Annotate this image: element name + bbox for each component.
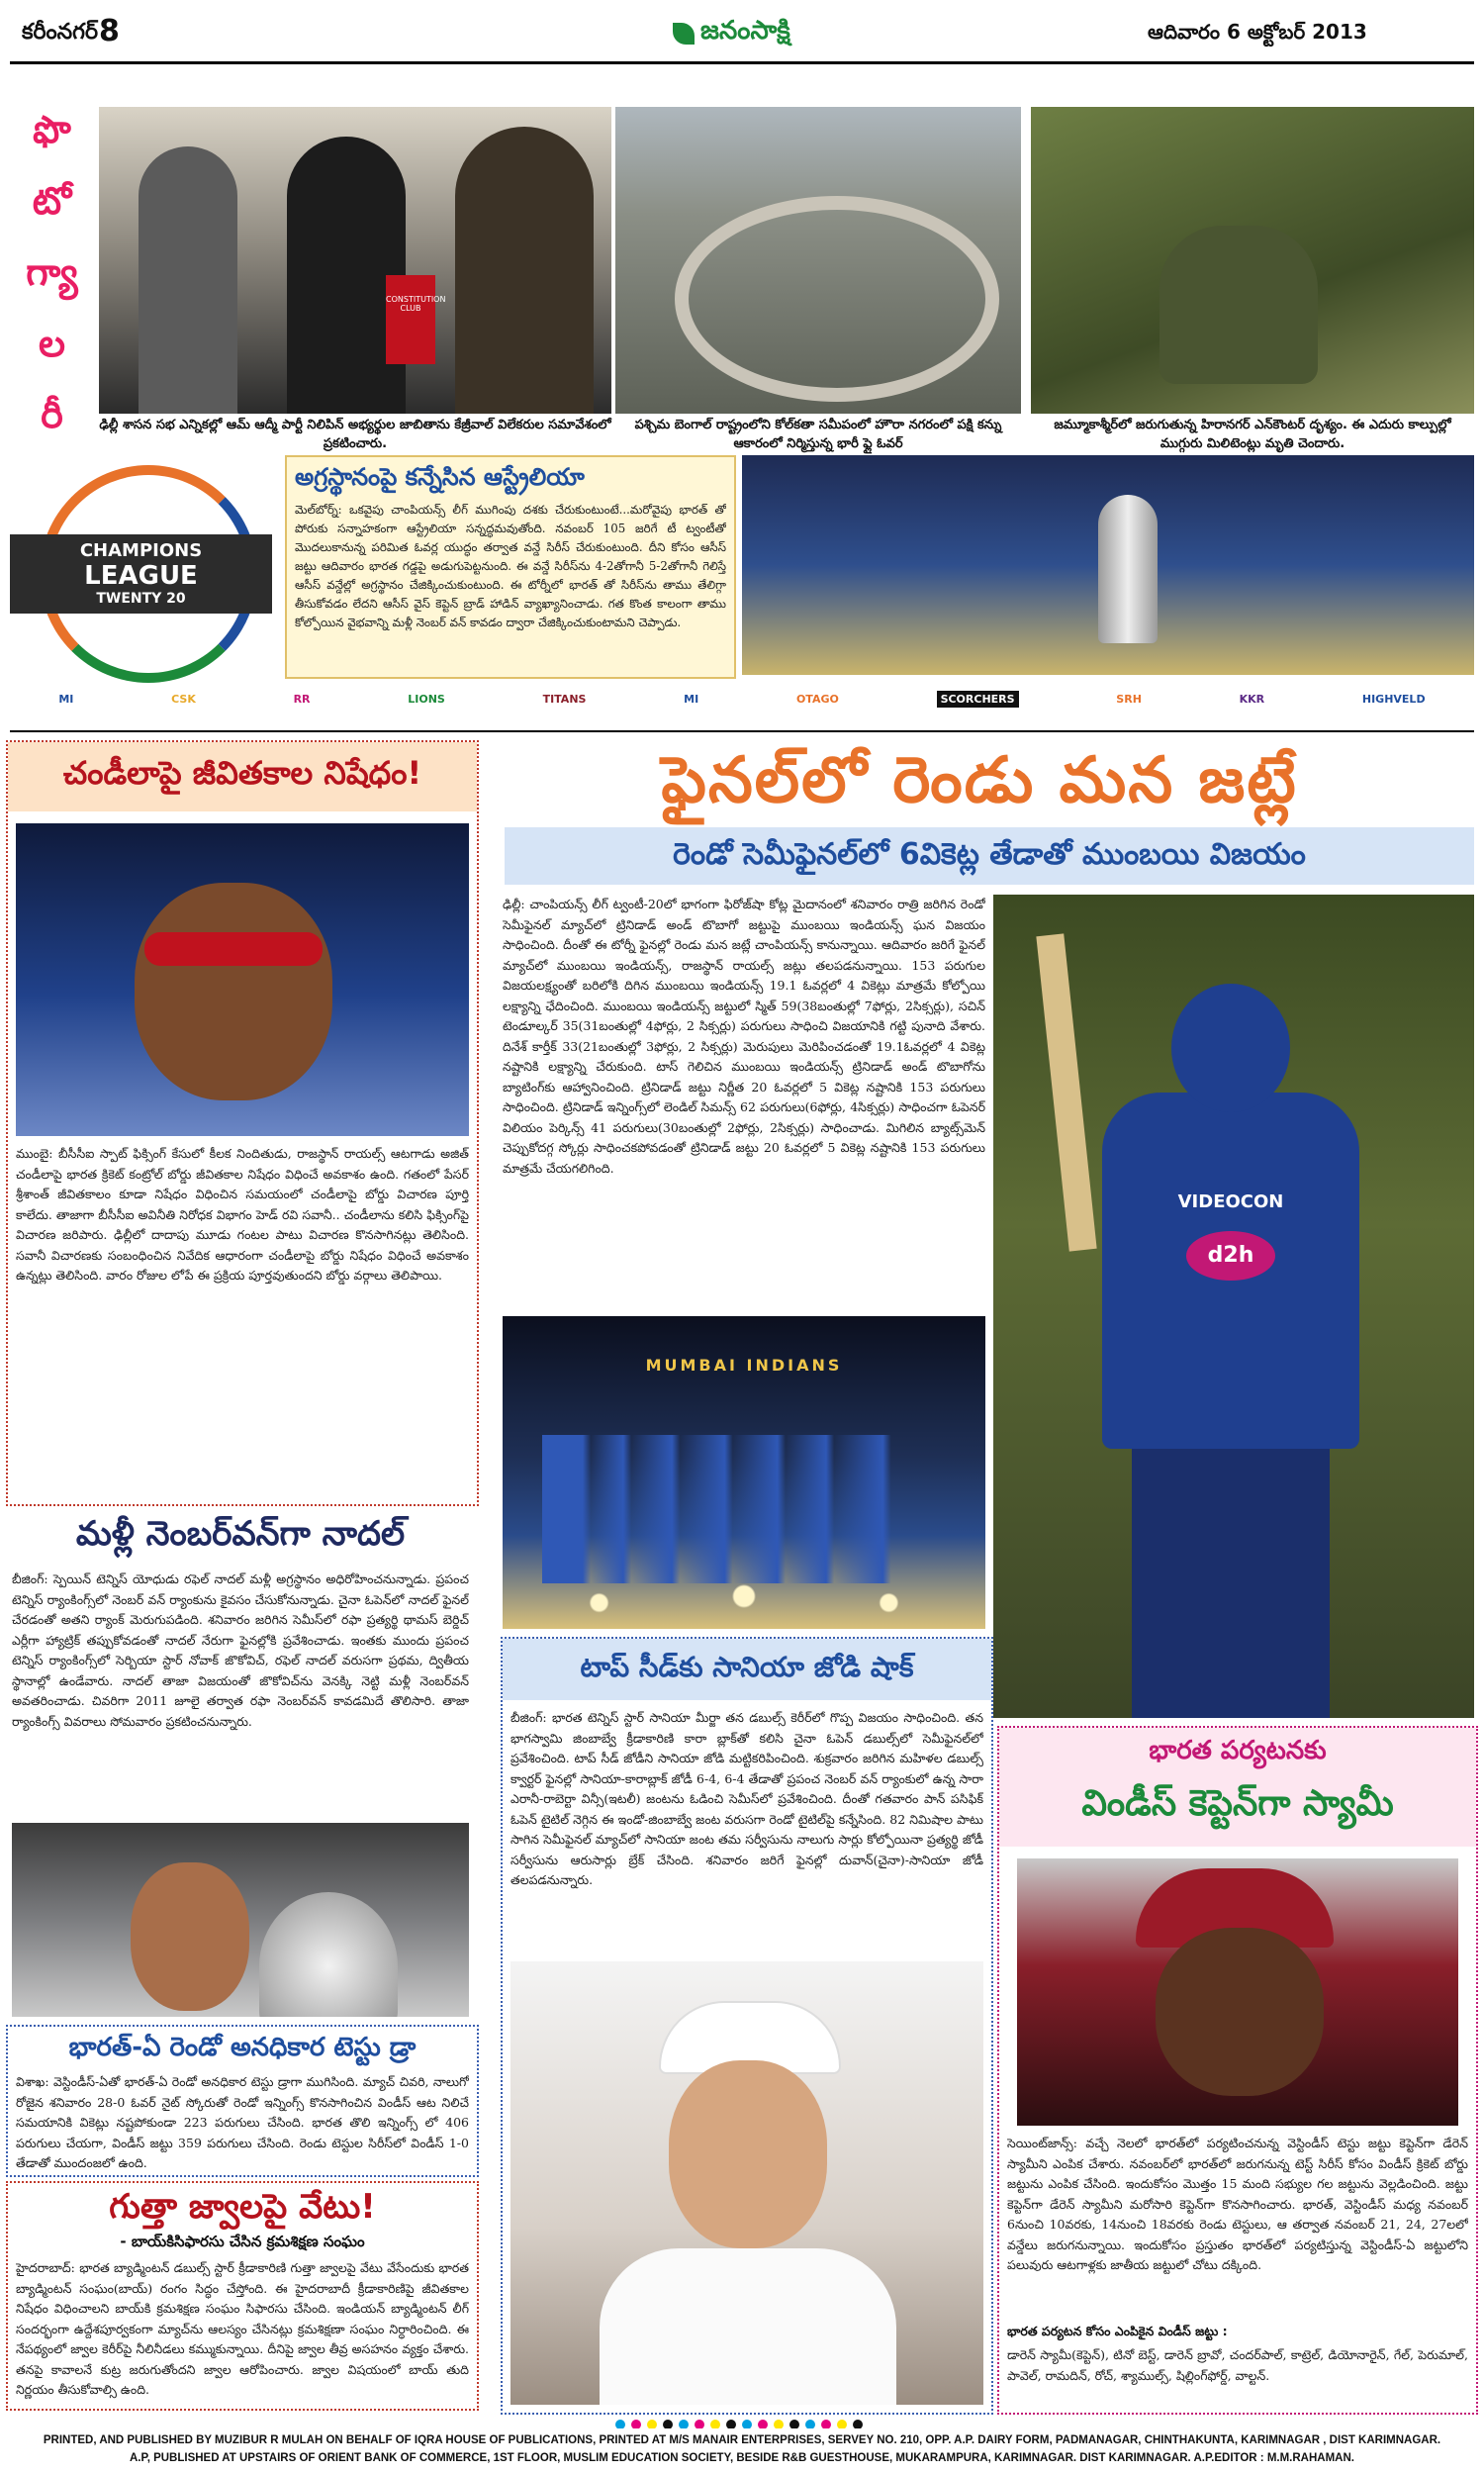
team-logo: CSK xyxy=(171,692,196,706)
gallery-title-char: గ్యా xyxy=(26,250,78,294)
gallery-title-char: టో xyxy=(32,179,72,223)
gallery-caption: ఢిల్లీ శాసన సభ ఎన్నికల్లో ఆమ్ ఆద్మీ పార్టీ నిలిపిన్ అభ్యర్థుల జాబితాను కేజ్రీవాల్ విలేకరుల సమావేశంలో ప్రకటించారు. xyxy=(99,418,611,451)
gallery-title-char: ఫొ xyxy=(33,108,71,151)
chandila-body: ముంబై: బీసీసీఐ స్పాట్ ఫిక్సింగ్ కేసులో కీలక నిందితుడు, రాజస్థాన్ రాయల్స్ ఆటగాడు అజిత్ చండీలాపై భారత క్రికెట్ కంట్రోల్ బోర్డు జీవితకాల నిషేధం విధించే అవకాశం ఉంది. గతంలో పేసర్ శ్రీశాంత్ జీవితకాలం కూడా నిషేధం విధించిన సమయంలో చండీలాపై బోర్డు విచారణ పూర్తి కాలేదు. తాజాగా బీసీసీఐ అవినీతి నిరోధక విభాగం హెడ్ రవి సవానీ.. చండీలాను కలిసి ఫిక్సింగ్‌పై విచారణ జరిపారు. ఢిల్లీలో దాదాపు మూడు గంటల పాటు విచారణ కొనసాగినట్లు తెలిసింది. సవానీ విచారణకు సంబంధించిన నివేదిక ఆధారంగా చండీలాపై బోర్డు నిషేధం విధించే అవకాశం ఉన్నట్లు తెలిసింది. వారం రోజుల లోపే ఈ ప్రక్రియ పూర్తవుతుందని బోర్డు వర్గాలు తెలిపాయి. xyxy=(16,1146,469,1283)
gutta-subhead: - బాయ్‌కిసిఫారసు చేసిన క్రమశిక్షణ సంఘం xyxy=(120,2233,365,2250)
paper-logo xyxy=(673,14,831,53)
footer-line: A.P, PUBLISHED AT UPSTAIRS OF ORIENT BANK OF COMMERCE, 1ST FLOOR, MUSLIM EDUCATION SOCIETY, BESIDE R&B GUESTHOUSE, MUKARAMPURA, KARIMNAGAR. DIST KARIMNAGAR. A.P.EDITOR : M.M.RAHAMAN. xyxy=(130,2452,1354,2464)
registration-dot xyxy=(774,2420,784,2428)
person-silhouette xyxy=(139,146,237,414)
section-rule xyxy=(10,730,1474,732)
cl-logo-line: TWENTY 20 xyxy=(96,591,186,607)
nadal-body: బీజింగ్: స్పెయిన్ టెన్నిస్ యోధుడు రఫెల్ నాదల్ మళ్లీ అగ్రస్థానం అధిరోహించనున్నాడు. ప్రపంచ టెన్నిస్ ర్యాంకింగ్స్‌లో నెంబర్ వన్ ర్యాంకును కైవసం చేసుకోనున్నాడు. చైనా ఓపెన్‌లో నాదల్ ఫైనల్ చేరడంతో అతని ర్యాంక్ మెరుగుపడింది. శనివారం జరిగిన సెమీస్‌లో రఫా ప్రత్యర్థి థామస్ బెర్డిచ్ ఎర్లీగా హ్యాట్రిక్ తప్పుకోవడంతో నాదల్ నేరుగా ఫైనల్లోకి ప్రవేశించాడు. ఇంతకు ముందు ప్రపంచ టెన్నిస్ ర్యాంకింగ్స్‌లో సెర్బియా స్టార్ నోవాక్ జొకోవిచ్, రఫెల్ నాదల్ వరుసగా ప్రథమ, ద్వితీయ స్థానాల్లో ఉండేవారు. నాదల్ తాజా విజయంతో జొకోవిచ్‌ను వెనక్కి నెట్టి మళ్లీ నెంబర్‌వన్ అవతరించాడు. చివరిగా 2011 జూలై తర్వాత రఫా నెంబర్‌వన్ కావడమిదే తొలిసారి. తాజా ర్యాంకింగ్స్ వివరాలు సోమవారం ప్రకటించనున్నారు. xyxy=(12,1571,469,1729)
player-head xyxy=(1171,984,1290,1112)
footer-line: PRINTED, AND PUBLISHED BY MUZIBUR R MULAH ON BEHALF OF IQRA HOUSE OF PUBLICATIONS, PRINTED AT M/S MANAIR ENTERPRISES, SERVEY NO. 210, OPP. A.P. DAIRY FORM, PADMANAGAR, CHINTHAKUNTA, KARIMNAGAR , DIST KARIMNAGAR. xyxy=(43,2434,1441,2446)
registration-dot xyxy=(679,2420,689,2428)
team-logo: KKR xyxy=(1239,692,1265,706)
player-face xyxy=(131,1862,249,2011)
sania-photo xyxy=(510,1961,983,2405)
player-face xyxy=(669,2060,827,2248)
gallery-title-char: రీ xyxy=(41,393,63,436)
team-logos-strip xyxy=(10,679,1474,718)
player-face xyxy=(1156,1928,1324,2096)
photo-gallery xyxy=(10,99,1474,455)
trophy-icon xyxy=(259,1892,398,2017)
photo-encounter xyxy=(1031,107,1474,414)
registration-dot xyxy=(710,2420,720,2428)
team-logo: LIONS xyxy=(408,692,445,706)
paper-name: జనంసాక్షి xyxy=(700,16,790,46)
registration-dot xyxy=(726,2420,736,2428)
cl-logo xyxy=(10,465,272,663)
cl-headline: అగ్రస్థానంపై కన్నేసిన ఆస్ట్రేలియా xyxy=(295,463,585,491)
player-legs xyxy=(1132,1449,1330,1718)
team-logo: MI xyxy=(684,692,699,706)
color-registration-strip xyxy=(20,2415,1464,2428)
team-logo: HIGHVELD xyxy=(1361,692,1426,706)
microphone-icon xyxy=(386,275,446,364)
sania-body: బీజింగ్: భారత టెన్నిస్ స్టార్ సానియా మీర్జా తన డబుల్స్ కెరీర్‌లో గొప్ప విజయం సాధించింది. తన భాగస్వామి జింబాబ్వే క్రీడాకారిణి కారా బ్లాక్‌తో కలిసి చైనా ఓపెన్ డబుల్స్‌లో సెమీఫైనల్‌లో ప్రవేశించింది. టాప్ సీడ్ జోడీని సానియా జోడి మట్టికరిపించింది. శుక్రవారం జరిగిన మహిళల డబుల్స్ క్వార్టర్ ఫైనల్లో సానియా-కారాబ్లాక్ జోడీ 6-4, 6-4 తేడాతో ప్రపంచ నెంబర్ వన్ ర్యాంకులో ఉన్న సారా ఎరానీ-రాబెర్టా విన్సీ(ఇటలీ) జంటను ఓడించి సెమీస్‌లో ప్రవేశించింది. దీంతో గతవారం పాన్ పసిఫిక్ ఓపెన్ టైటిల్ నెగ్గిన ఈ ఇండో-జింబాబ్వే జంట వరుసగా రెండో టైటిల్‌పై కన్నేసింది. 82 నిమిషాల పాటు సాగిన సెమీఫైనల్ మ్యాచ్‌లో సానియా జంట తమ సర్వీసును నాలుగు సార్లు కోల్పోయినా ప్రత్యర్థి జోడీ సర్వీసును ఆరుసార్లు బ్రేక్ చేసింది. శనివారం జరిగే ఫైనల్లో దువాన్(చైనా)-సానియా జోడీ తలపడనున్నారు. xyxy=(510,1710,983,1887)
page-number: 8 xyxy=(99,14,120,48)
masthead-rule xyxy=(10,61,1474,64)
chandila-photo xyxy=(16,823,469,1136)
india-a-body: విశాఖ: వెస్టిండీస్-ఏతో భారత్-ఏ రెండో అనధికార టెస్టు డ్రాగా ముగిసింది. మ్యాచ్ చివరి, నాలుగో రోజైన శనివారం 28-0 ఓవర్ నైట్ స్కోరుతో రెండో ఇన్నింగ్స్ కొనసాగించిన విండీస్ ఆట నిలిచే సమయానికి వికెట్లు నష్టపోకుండా 223 పరుగులు చేసింది. భారత తొలి ఇన్నింగ్స్ లో 406 పరుగులు చేయగా, విండీస్ జట్టు 359 పరుగులు చేసింది. రెండు టెస్టుల సిరీస్‌లో విండీస్ 1-0 తేడాతో ముందంజలో ఉంది. xyxy=(16,2074,469,2169)
registration-dot xyxy=(742,2420,752,2428)
issue-date: ఆదివారం 6 అక్టోబర్ 2013 xyxy=(1148,20,1367,44)
registration-dot xyxy=(821,2420,831,2428)
cl-body: మెల్‌బోర్న్: ఒకవైపు చాంపియన్స్ లీగ్ ముగింపు దశకు చేరుకుంటుంటే...మరోవైపు భారత్ తో పోరుకు సన్నాహకంగా ఆస్ట్రేలియా సన్నద్ధమవుతోంది. నవంబర్ 105 జరిగే టీ ట్వంటీతో మొదలుకానున్న పరిమిత ఓవర్ల యుద్ధం తర్వాత వన్డే సిరీస్ చేరుకుంటుంది. దీని కోసం ఆసీస్ జట్టు ఆదివారం భారత గడ్డపై అడుగుపెట్టనుంది. ఈ వన్డే సిరీస్‌ను 4-2తోగానీ 5-2తోగానీ గెలిస్తే ఆసీస్ వన్డేల్లో అగ్రస్థానం చేజిక్కించుకుంటుంది. ఈ టోర్నీలో భారత్ తో సిరీస్‌ను తాము తేలిగ్గా తీసుకోవడం లేదని ఆసీస్ వైస్ కెప్టెన్ బ్రాడ్ హాడిన్ వ్యాఖ్యానించాడు. గత కొంత కాలంగా తాము కోల్పోయిన వైభవాన్ని మళ్లీ నెంబర్ వన్ కావడం ద్వారా చేజిక్కించుకుంటామని చెప్పాడు. xyxy=(295,503,726,629)
lead-body: ఢిల్లీ: చాంపియన్స్ లీగ్ ట్వంటీ-20లో భాగంగా ఫిరోజ్‌షా కోట్ల మైదానంలో శనివారం రాత్రి జరిగిన రెండో సెమీఫైనల్ మ్యాచ్‌లో ట్రినిడాడ్ అండ్ టొబాగో జట్టుపై ముంబయి ఇండియన్స్ ఘన విజయం సాధించింది. దీంతో ఈ టోర్నీ ఫైనల్లో రెండు మన జట్లే చాంపియన్స్ కానున్నాయి. ఆదివారం జరిగే ఫైనల్ మ్యాచ్‌లో ముంబయి ఇండియన్స్, రాజస్థాన్ రాయల్స్ జట్లు తలపడనున్నాయి. 153 పరుగుల విజయలక్ష్యంతో బరిలోకి దిగిన ముంబయి ఇండియన్స్ 19.1 ఓవర్లలో 4 వికెట్లు మాత్రమే కోల్పోయి లక్ష్యాన్ని ఛేదించింది. ముంబయి ఇండియన్స్ జట్టులో స్మిత్ 59(38బంతుల్లో 7ఫోర్లు, 2సిక్సర్లు), సచిన్ టెండూల్కర్ 35(31బంతుల్లో 4ఫోర్లు, 2 సిక్సర్లు) పరుగులు సాధించి విజయానికి గట్టి పునాది వేశారు. దినేశ్ కార్తీక్ 33(21బంతుల్లో 3ఫోర్లు, 2 సిక్సర్లు) మెరుపులు మెరిపించడంతో 19.1ఓవర్లలో 4 వికెట్ల నష్టానికి లక్ష్యాన్ని చేరుకుంది. టాస్ గెలిచిన ముంబయి ఇండియన్స్ ట్రినిడాడ్ అండ్ టొబాగోను బ్యాటింగ్‌కు ఆహ్వానించింది. ట్రినిడాడ్ జట్టు నిర్ణీత 20 ఓవర్లలో 5 వికెట్ల నష్టానికి 153 పరుగులు సాధించింది. ట్రినిడాడ్ ఇన్నింగ్స్‌లో లెండిల్ సిమన్స్ 62 పరుగులు(6ఫోర్లు, 4సిక్సర్లు) సాధించగా ఓపెనర్ విలియం పెర్కిన్స్ 41 పరుగులు(30బంతుల్లో 2ఫోర్లు, 2సిక్సర్లు) సాధించాడు. మిగిలిన బ్యాట్స్‌మెన్ చెప్పుకోదగ్గ స్కోర్లు సాధించకపోవడంతో ట్రినిడాడ్ జట్టు 20 ఓవర్లలో 5 వికెట్ల నష్టానికి 153 పరుగులు మాత్రమే చేయగలిగింది. xyxy=(503,897,985,1176)
celebration-photo xyxy=(503,1316,985,1629)
sania-story xyxy=(501,1637,993,2415)
registration-dot xyxy=(805,2420,815,2428)
registration-dot xyxy=(789,2420,799,2428)
cl-article-box xyxy=(285,455,736,679)
cricket-bat xyxy=(1036,933,1096,1251)
players-photo xyxy=(742,455,1474,675)
leaf-icon xyxy=(673,23,695,45)
sammy-kicker: భారత పర్యటనకు xyxy=(1149,1736,1327,1765)
team-logo: OTAGO xyxy=(795,692,839,706)
sammy-headline: విండీస్ కెప్టెన్‌గా స్యామీ xyxy=(1081,1783,1394,1824)
registration-dot xyxy=(631,2420,641,2428)
team-logo: TITANS xyxy=(542,692,587,706)
photo-press-conference xyxy=(99,107,611,414)
champions-league-banner xyxy=(10,455,1474,722)
fireworks xyxy=(503,1564,985,1629)
stand-text: MUMBAI INDIANS xyxy=(645,1356,843,1375)
gallery-title xyxy=(10,99,94,455)
gallery-title-char: ల xyxy=(39,322,65,365)
registration-dot xyxy=(758,2420,768,2428)
edition-name: కరీంనగర్ xyxy=(22,20,99,45)
masthead xyxy=(0,0,1484,99)
india-a-headline: భారత్-ఏ రెండో అనధికార టెస్టు డ్రా xyxy=(68,2033,417,2062)
player-face xyxy=(135,883,332,1100)
sachin-photo xyxy=(993,895,1474,1718)
registration-dot xyxy=(615,2420,625,2428)
team-logo: SCORCHERS xyxy=(937,691,1019,708)
cl-logo-plate xyxy=(10,534,272,614)
chandila-story xyxy=(6,740,479,1506)
sammy-photo xyxy=(1017,1858,1458,2126)
registration-dot xyxy=(695,2420,704,2428)
jersey-brand: d2h xyxy=(1186,1231,1275,1281)
sammy-story xyxy=(997,1726,1478,2415)
gallery-caption: పశ్చిమ బెంగాల్ రాష్ట్రంలోని కోల్‌కతా సమీపంలో హౌరా నగరంలో పక్షి కన్ను ఆకారంలో నిర్మిస్తున్న భారీ ఫ్లై ఓవర్ xyxy=(634,418,1002,451)
registration-dot xyxy=(837,2420,847,2428)
mic-label: CONSTITUTION CLUB xyxy=(386,295,446,313)
gutta-block xyxy=(6,2181,479,2411)
team-logo: SRH xyxy=(1116,692,1142,706)
player-shirt xyxy=(600,2248,896,2405)
gallery-caption: జమ్మూకాశ్మీర్‌లో జరుగుతున్న హిరానగర్ ఎన్‌కౌంటర్ దృశ్యం. ఈ ఎదురు కాల్పుల్లో ముగ్గురు మిలిటెంట్లు మృతి చెందారు. xyxy=(1054,418,1451,451)
registration-dot xyxy=(853,2420,863,2428)
nadal-photo xyxy=(12,1823,469,2017)
india-a-story xyxy=(6,2025,479,2177)
nadal-headline: మళ్లీ నెంబర్‌వన్‌గా నాదల్ xyxy=(75,1514,406,1554)
chandila-headline: చండీలాపై జీవితకాల నిషేధం! xyxy=(62,754,422,792)
squad-title: భారత పర్యటన కోసం ఎంపికైన విండీస్ జట్టు : xyxy=(1007,2324,1228,2338)
sania-headline: టాప్ సీడ్‌కు సానియా జోడి షాక్ xyxy=(580,1651,914,1683)
registration-dot xyxy=(663,2420,673,2428)
players-group xyxy=(542,1435,948,1583)
team-logo: RR xyxy=(293,692,311,706)
sunglasses xyxy=(144,932,323,966)
gutta-headline: గుత్తా జ్వాలపై వేటు! xyxy=(109,2187,376,2227)
soldier-silhouette xyxy=(1159,226,1318,384)
cl-logo-line: CHAMPIONS xyxy=(79,540,203,561)
lead-subheadline: రెండో సెమీఫైనల్‌లో 6వికెట్ల తేడాతో ముంబయి విజయం xyxy=(673,837,1306,872)
flyover-curve xyxy=(675,196,999,402)
trophy-icon xyxy=(1098,495,1158,643)
sammy-body: సెయింట్‌జాన్స్: వచ్చే నెలలో భారత్‌లో పర్యటించనున్న వెస్టిండీస్ టెస్టు జట్టు కెప్టెన్‌గా డేరెన్ స్యామీని ఎంపిక చేశారు. నవంబర్‌లో భారత్‌లో జరుగనున్న టెస్ట్ సిరీస్ కోసం విండీస్ క్రికెట్ బోర్డు జట్టును ఎంపిక చేసింది. ఇందుకోసం మొత్తం 15 మంది సభ్యుల గల జట్టును వెల్లడించింది. జట్టు కెప్టెన్‌గా డేరెన్ స్యామీని మరోసారి కెప్టెన్‌గా కొనసాగించారు. భారత్, వెస్టిండీస్ మధ్య నవంబర్ 6నుంచి 10వరకు, 14నుంచి 18వరకు రెండు టెస్టులు, ఆ తర్వాత నవంబర్ 21, 24, 27లలో వన్డేలు జరుగనున్నాయి. ఇందుకోసం ప్రస్తుతం భారత్‌లో పర్యటిస్తున్న వెస్టిండీస్-ఏ జట్టులోని పలువురు ఆటగాళ్లకు జాతీయ జట్టులో చోటు దక్కింది. xyxy=(1007,2136,1468,2272)
jersey-sponsor: VIDEOCON xyxy=(1177,1191,1284,1212)
cl-logo-line: LEAGUE xyxy=(84,561,198,591)
registration-dot xyxy=(647,2420,657,2428)
lead-headline: ఫైనల్‌లో రెండు మన జట్లే xyxy=(661,744,1298,817)
gutta-body: హైదరాబాద్: భారత బ్యాడ్మింటన్ డబుల్స్ స్టార్ క్రీడాకారిణి గుత్తా జ్వాలపై వేటు వేసేందుకు భారత బ్యాడ్మింటన్ సంఘం(బాయ్) రంగం సిద్ధం చేస్తోంది. ఈ హైదరాబాదీ క్రీడాకారిణిపై జీవితకాల నిషేధం విధించాలని బాయ్‌కి క్రమశిక్షణ సంఘం సిఫారసు చేసింది. ఇండియన్ బ్యాడ్మింటన్ లీగ్ సందర్భంగా ఉద్దేశపూర్వకంగా మ్యాచ్‌ను ఆలస్యం చేసినట్లు క్రమశిక్షణా సంఘం నిర్ధారించింది. ఈ నేపథ్యంలో జ్వాల కెరీర్‌పై నీలినీడలు కమ్ముకున్నాయి. దీనిపై జ్వాల తీవ్ర అసహనం వ్యక్తం చేశారు. తనపై కావాలనే కుట్ర జరుగుతోందని జ్వాల ఆరోపించారు. జ్వాల విషయంలో బాయ్ తుది నిర్ణయం తీసుకోవాల్సి ఉంది. xyxy=(16,2260,469,2397)
photo-flyover xyxy=(615,107,1021,414)
squad-list: డారెన్ స్యామీ(కెప్టెన్), టినో బెస్ట్, డారెన్ బ్రావో, చందర్‌పాల్, కాట్రెల్, డియోనారైన్, గేల్, పెరుమాల్, పావెల్, రామదిన్, రోచ్, శ్యాముల్స్, షిల్లింగ్‌ఫోర్డ్, వాల్టన్. xyxy=(1007,2347,1468,2383)
team-logo: MI xyxy=(58,692,74,706)
person-silhouette xyxy=(455,127,594,414)
